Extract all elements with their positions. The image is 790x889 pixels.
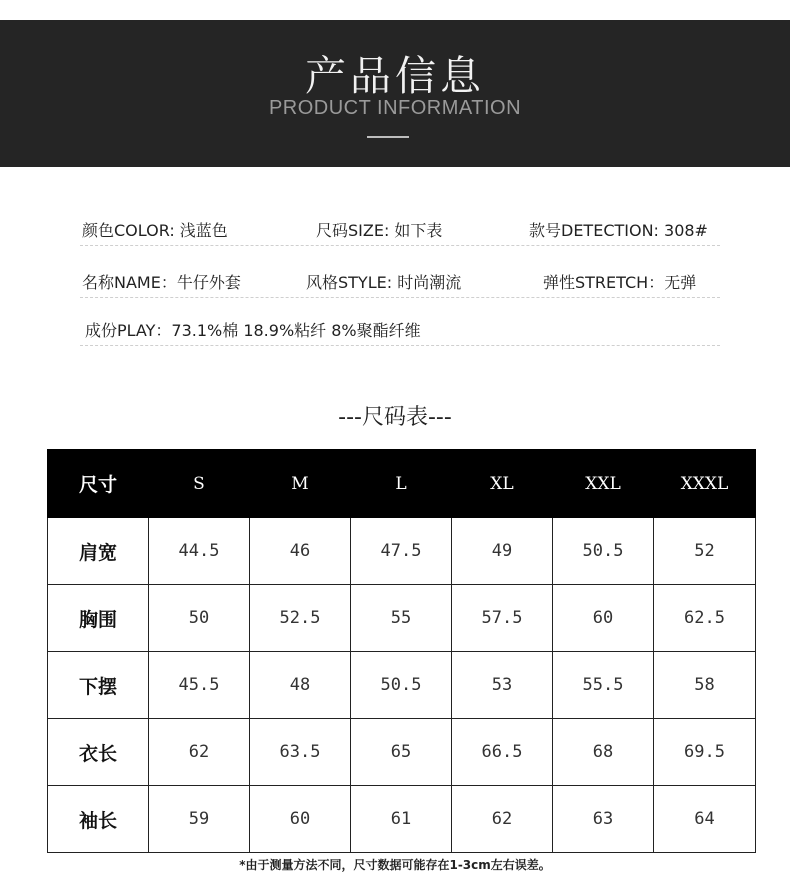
table-cell: 65 (351, 719, 452, 786)
banner-title: 产品信息 (305, 52, 485, 100)
row-label-length: 衣长 (48, 719, 149, 786)
table-cell: 62 (149, 719, 250, 786)
info-color: 颜色COLOR: 浅蓝色 (82, 221, 228, 240)
table-row (48, 585, 756, 652)
header-cell-m: M (250, 450, 351, 518)
row-label-shoulder: 肩宽 (48, 518, 149, 585)
info-style: 风格STYLE: 时尚潮流 (306, 273, 462, 292)
table-cell: 62.5 (654, 585, 756, 652)
info-name: 名称NAME：牛仔外套 (82, 273, 241, 292)
header-cell-measure: 尺寸 (48, 450, 149, 518)
table-cell: 60 (553, 585, 654, 652)
header-cell-xxxl: XXXL (654, 450, 756, 518)
table-cell: 55 (351, 585, 452, 652)
info-row-2 (80, 257, 720, 298)
header-cell-s: S (149, 450, 250, 518)
table-cell: 62 (452, 786, 553, 853)
header-cell-xl: XL (452, 450, 553, 518)
table-cell: 52.5 (250, 585, 351, 652)
info-row-3 (80, 305, 720, 346)
table-cell: 47.5 (351, 518, 452, 585)
table-row (48, 518, 756, 585)
table-cell: 60 (250, 786, 351, 853)
table-row (48, 719, 756, 786)
table-cell: 61 (351, 786, 452, 853)
row-label-chest: 胸围 (48, 585, 149, 652)
table-cell: 53 (452, 652, 553, 719)
table-row (48, 786, 756, 853)
table-cell: 69.5 (654, 719, 756, 786)
table-cell: 68 (553, 719, 654, 786)
table-row (48, 652, 756, 719)
table-cell: 63 (553, 786, 654, 853)
table-cell: 48 (250, 652, 351, 719)
table-header-row (48, 450, 756, 518)
row-label-hem: 下摆 (48, 652, 149, 719)
info-material: 成份PLAY：73.1%棉 18.9%粘纤 8%聚酯纤维 (85, 321, 421, 340)
header-banner (0, 20, 790, 167)
table-cell: 49 (452, 518, 553, 585)
header-cell-l: L (351, 450, 452, 518)
table-cell: 64 (654, 786, 756, 853)
table-cell: 55.5 (553, 652, 654, 719)
table-cell: 50.5 (351, 652, 452, 719)
table-cell: 66.5 (452, 719, 553, 786)
table-cell: 59 (149, 786, 250, 853)
measurement-footnote: *由于测量方法不同，尺寸数据可能存在1-3cm左右误差。 (239, 858, 551, 872)
header-cell-xxl: XXL (553, 450, 654, 518)
size-table (47, 449, 756, 853)
table-cell: 45.5 (149, 652, 250, 719)
table-cell: 52 (654, 518, 756, 585)
size-chart-heading: ---尺码表--- (338, 405, 452, 430)
info-row-1 (80, 205, 720, 246)
table-cell: 63.5 (250, 719, 351, 786)
info-size: 尺码SIZE: 如下表 (316, 221, 443, 240)
table-cell: 50 (149, 585, 250, 652)
info-stretch: 弹性STRETCH：无弹 (543, 273, 697, 292)
row-label-sleeve: 袖长 (48, 786, 149, 853)
table-cell: 50.5 (553, 518, 654, 585)
table-cell: 57.5 (452, 585, 553, 652)
table-cell: 58 (654, 652, 756, 719)
banner-subtitle: PRODUCT INFORMATION (268, 97, 522, 119)
info-detection: 款号DETECTION: 308# (529, 221, 708, 240)
table-cell: 46 (250, 518, 351, 585)
table-cell: 44.5 (149, 518, 250, 585)
banner-divider (367, 136, 409, 138)
